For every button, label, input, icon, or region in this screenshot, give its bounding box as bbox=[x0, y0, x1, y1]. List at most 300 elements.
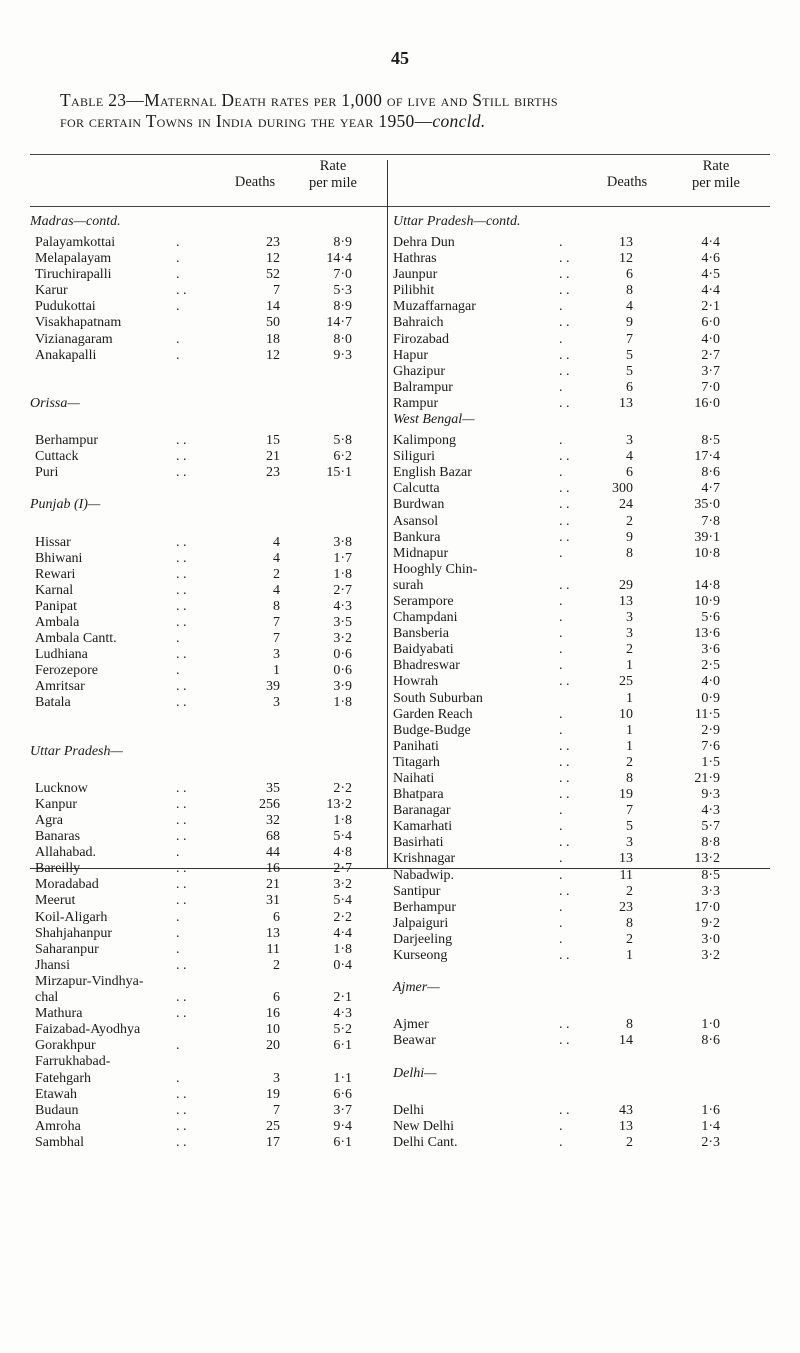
leader-dots: . . bbox=[176, 877, 187, 893]
town-name: Allahabad. bbox=[35, 845, 97, 861]
town-name: Budge-Budge bbox=[393, 722, 471, 738]
table-row bbox=[393, 851, 773, 867]
table-row bbox=[393, 332, 773, 348]
section-heading bbox=[393, 1066, 773, 1087]
rate-value: 5·7 bbox=[701, 819, 720, 835]
leader-dots: . . bbox=[559, 883, 570, 899]
town-name: Kalimpong bbox=[393, 433, 456, 449]
section-heading bbox=[30, 497, 380, 518]
town-name: Howrah bbox=[393, 674, 439, 690]
leader-dots: . bbox=[176, 909, 180, 925]
deaths-value: 43 bbox=[619, 1102, 633, 1118]
table-row bbox=[393, 755, 773, 771]
rate-value: 3·2 bbox=[333, 631, 352, 647]
town-name: Kurseong bbox=[393, 948, 448, 964]
spacer-row bbox=[30, 765, 380, 781]
leader-dots: . . bbox=[176, 566, 187, 582]
leader-dots: . . bbox=[176, 861, 187, 877]
deaths-value: 16 bbox=[266, 861, 280, 877]
leader-dots: . . bbox=[559, 1017, 570, 1033]
table-row bbox=[30, 958, 380, 974]
town-name: Jalpaiguri bbox=[393, 915, 449, 931]
leader-dots: . bbox=[176, 631, 180, 647]
town-name: Garden Reach bbox=[393, 706, 473, 722]
spacer-row bbox=[30, 712, 380, 728]
column-divider bbox=[387, 160, 388, 869]
town-name: Bhatpara bbox=[393, 787, 444, 803]
rate-value: 7·6 bbox=[701, 738, 720, 754]
rate-value: 13·6 bbox=[694, 626, 720, 642]
table-row bbox=[393, 707, 773, 723]
table-row bbox=[30, 299, 380, 315]
leader-dots: . bbox=[559, 931, 563, 947]
table-row bbox=[393, 251, 773, 267]
leader-dots: . bbox=[559, 642, 563, 658]
table-row bbox=[30, 781, 380, 797]
town-name: Hissar bbox=[35, 534, 71, 550]
spacer-row bbox=[30, 481, 380, 497]
town-name: Shahjahanpur bbox=[35, 925, 112, 941]
table-row bbox=[30, 1087, 380, 1103]
table-row bbox=[30, 893, 380, 909]
leader-dots: . . bbox=[176, 893, 187, 909]
town-name: Baranagar bbox=[393, 803, 451, 819]
leader-dots: . bbox=[559, 1134, 563, 1150]
right-column bbox=[393, 214, 773, 1151]
spacer-row bbox=[30, 728, 380, 744]
section-label: Uttar Pradesh—contd. bbox=[393, 214, 521, 229]
rate-value: 1·7 bbox=[333, 550, 352, 566]
town-name: Palayamkottai bbox=[35, 235, 116, 250]
leader-dots: . . bbox=[559, 1033, 570, 1049]
town-name: Bahraich bbox=[393, 315, 444, 331]
deaths-value: 25 bbox=[619, 674, 633, 690]
rate-value: 4·4 bbox=[333, 925, 352, 941]
rate-value: 7·0 bbox=[701, 379, 720, 395]
table-row bbox=[393, 1103, 773, 1119]
table-row bbox=[30, 877, 380, 893]
town-name: chal bbox=[35, 990, 59, 1006]
leader-dots: . bbox=[176, 235, 180, 250]
table-row bbox=[393, 626, 773, 642]
table-row bbox=[393, 642, 773, 658]
deaths-value: 68 bbox=[266, 829, 280, 845]
rate-value: 4·3 bbox=[701, 803, 720, 819]
table-row bbox=[393, 932, 773, 948]
table-row bbox=[393, 1135, 773, 1151]
deaths-value: 3 bbox=[273, 647, 280, 663]
town-name: Gorakhpur bbox=[35, 1038, 96, 1054]
leader-dots: . bbox=[559, 722, 563, 738]
rate-value: 9·4 bbox=[333, 1118, 352, 1134]
leader-dots: . bbox=[559, 610, 563, 626]
table-row bbox=[393, 1017, 773, 1033]
town-name: Firozabad bbox=[393, 331, 449, 347]
leader-dots: . . bbox=[559, 315, 570, 331]
town-name: Faizabad-Ayodhya bbox=[35, 1022, 141, 1038]
town-name: Ajmer bbox=[393, 1017, 429, 1033]
town-name: Karur bbox=[35, 283, 68, 299]
table-row bbox=[30, 861, 380, 877]
rate-value: 39·1 bbox=[694, 529, 720, 545]
table-row bbox=[30, 663, 380, 679]
town-name: Amroha bbox=[35, 1118, 81, 1134]
table-row bbox=[30, 942, 380, 958]
deaths-value: 2 bbox=[626, 513, 633, 529]
right-deaths-header: Deaths bbox=[606, 174, 648, 190]
rate-value: 2·7 bbox=[333, 582, 352, 598]
leader-dots: . bbox=[176, 925, 180, 941]
leader-dots: . bbox=[559, 706, 563, 722]
town-name: Bansberia bbox=[393, 626, 449, 642]
table-row bbox=[30, 1135, 380, 1151]
deaths-value: 23 bbox=[266, 235, 280, 250]
rate-value: 2·2 bbox=[333, 780, 352, 796]
deaths-value: 3 bbox=[626, 835, 633, 851]
deaths-value: 1 bbox=[626, 658, 633, 674]
deaths-value: 21 bbox=[266, 449, 280, 465]
spacer-row bbox=[30, 417, 380, 433]
rate-value: 13·2 bbox=[694, 851, 720, 867]
rate-value: 13·2 bbox=[326, 796, 352, 812]
rate-value: 8·5 bbox=[701, 867, 720, 883]
town-name: Siliguri bbox=[393, 449, 436, 465]
leader-dots: . . bbox=[559, 771, 570, 786]
deaths-value: 18 bbox=[266, 331, 280, 347]
rate-value: 0·9 bbox=[701, 690, 720, 706]
leader-dots: . . bbox=[559, 835, 570, 851]
table-row bbox=[393, 594, 773, 610]
leader-dots: . bbox=[559, 803, 563, 819]
deaths-value: 3 bbox=[273, 695, 280, 711]
rate-value: 5·4 bbox=[333, 893, 352, 909]
table-row bbox=[393, 562, 773, 578]
rate-value: 6·0 bbox=[701, 315, 720, 331]
rate-value: 8·9 bbox=[333, 299, 352, 315]
town-name: Mathura bbox=[35, 1006, 83, 1022]
leader-dots: . bbox=[176, 251, 180, 267]
deaths-value: 23 bbox=[619, 899, 633, 915]
leader-dots: . . bbox=[559, 787, 570, 803]
deaths-value: 14 bbox=[619, 1033, 633, 1049]
rate-value: 8·9 bbox=[333, 235, 352, 250]
deaths-value: 2 bbox=[626, 931, 633, 947]
deaths-value: 8 bbox=[626, 283, 633, 299]
table-row bbox=[393, 433, 773, 449]
leader-dots: . . bbox=[176, 796, 187, 812]
rate-value: 17·0 bbox=[694, 899, 720, 915]
rate-value: 10·8 bbox=[694, 545, 720, 561]
deaths-value: 21 bbox=[266, 877, 280, 893]
town-name: Burdwan bbox=[393, 497, 445, 513]
leader-dots: . bbox=[559, 626, 563, 642]
table-row bbox=[393, 819, 773, 835]
leader-dots: . bbox=[176, 1070, 180, 1086]
rate-value: 6·2 bbox=[333, 449, 352, 465]
town-name: Serampore bbox=[393, 593, 454, 609]
leader-dots: . . bbox=[559, 395, 570, 411]
deaths-value: 16 bbox=[266, 1006, 280, 1022]
deaths-value: 8 bbox=[273, 598, 280, 614]
deaths-value: 13 bbox=[619, 851, 633, 867]
rate-value: 6·6 bbox=[333, 1086, 352, 1102]
deaths-value: 24 bbox=[619, 497, 633, 513]
town-name: Puri bbox=[35, 465, 59, 481]
table-row bbox=[393, 364, 773, 380]
section-label: Delhi— bbox=[393, 1065, 437, 1081]
rate-value: 3·7 bbox=[333, 1102, 352, 1118]
table-row bbox=[30, 465, 380, 481]
rate-value: 2·7 bbox=[701, 347, 720, 363]
deaths-value: 52 bbox=[266, 267, 280, 283]
table-row bbox=[30, 695, 380, 711]
spacer-row bbox=[30, 518, 380, 534]
rate-value: 9·3 bbox=[701, 787, 720, 803]
left-rate-header bbox=[298, 158, 368, 192]
town-name: Delhi Cant. bbox=[393, 1134, 458, 1150]
deaths-value: 14 bbox=[266, 299, 280, 315]
spacer-row bbox=[393, 1001, 773, 1017]
leader-dots: . . bbox=[176, 695, 187, 711]
town-name: Kanpur bbox=[35, 796, 77, 812]
rate-value: 3·2 bbox=[701, 948, 720, 964]
town-name: Rewari bbox=[35, 566, 76, 582]
town-name: Berhampur bbox=[393, 899, 456, 915]
table-row bbox=[393, 868, 773, 884]
deaths-value: 9 bbox=[626, 315, 633, 331]
leader-dots: . bbox=[559, 1118, 563, 1134]
table-row bbox=[393, 1033, 773, 1049]
town-name: Ambala Cantt. bbox=[35, 631, 117, 647]
table-row bbox=[30, 551, 380, 567]
rate-value: 2·1 bbox=[701, 299, 720, 315]
town-name: Krishnagar bbox=[393, 851, 456, 867]
table-row bbox=[393, 835, 773, 851]
town-name: Moradabad bbox=[35, 877, 99, 893]
deaths-value: 4 bbox=[273, 534, 280, 550]
deaths-value: 32 bbox=[266, 813, 280, 828]
section-heading bbox=[30, 214, 380, 235]
rate-value: 2·9 bbox=[701, 722, 720, 738]
table-row bbox=[30, 535, 380, 551]
rate-value: 6·1 bbox=[333, 1134, 352, 1150]
town-name: Delhi bbox=[393, 1102, 425, 1118]
rate-value: 3·3 bbox=[701, 883, 720, 899]
table-row bbox=[30, 1103, 380, 1119]
leader-dots: . . bbox=[559, 754, 570, 770]
deaths-value: 15 bbox=[266, 433, 280, 449]
deaths-value: 11 bbox=[619, 867, 633, 883]
rate-value: 2·5 bbox=[701, 658, 720, 674]
deaths-value: 50 bbox=[266, 315, 280, 331]
town-name: Asansol bbox=[393, 513, 439, 529]
deaths-value: 12 bbox=[266, 251, 280, 267]
table-row bbox=[30, 433, 380, 449]
leader-dots: . bbox=[559, 545, 563, 561]
leader-dots: . bbox=[559, 851, 563, 867]
table-row bbox=[30, 615, 380, 631]
section-heading bbox=[393, 980, 773, 1001]
spacer-row bbox=[30, 380, 380, 396]
rate-value: 0·6 bbox=[333, 647, 352, 663]
deaths-value: 6 bbox=[626, 379, 633, 395]
rate-value: 21·9 bbox=[694, 771, 720, 786]
leader-dots: . bbox=[176, 1038, 180, 1054]
deaths-value: 3 bbox=[273, 1070, 280, 1086]
table-row bbox=[393, 723, 773, 739]
town-name: Bhiwani bbox=[35, 550, 83, 566]
rate-value: 6·1 bbox=[333, 1038, 352, 1054]
deaths-value: 35 bbox=[266, 780, 280, 796]
table-row bbox=[393, 481, 773, 497]
leader-dots: . bbox=[176, 663, 180, 679]
leader-dots: . bbox=[559, 465, 563, 481]
leader-dots: . bbox=[559, 379, 563, 395]
table-row bbox=[393, 514, 773, 530]
table-row bbox=[30, 910, 380, 926]
town-name: Panihati bbox=[393, 738, 439, 754]
leader-dots: . bbox=[559, 433, 563, 449]
section-label: West Bengal— bbox=[393, 412, 475, 428]
rate-value: 4·0 bbox=[701, 674, 720, 690]
deaths-value: 19 bbox=[619, 787, 633, 803]
deaths-value: 5 bbox=[626, 347, 633, 363]
table-row bbox=[30, 235, 380, 251]
table-row bbox=[393, 803, 773, 819]
deaths-value: 3 bbox=[626, 433, 633, 449]
town-name: Muzaffarnagar bbox=[393, 299, 476, 315]
rate-value: 11·5 bbox=[694, 706, 720, 722]
town-name: New Delhi bbox=[393, 1118, 455, 1134]
rate-value: 4·0 bbox=[701, 331, 720, 347]
deaths-value: 44 bbox=[266, 845, 280, 861]
rate-value: 14·8 bbox=[694, 577, 720, 593]
rate-value: 7·8 bbox=[701, 513, 720, 529]
leader-dots: . . bbox=[559, 347, 570, 363]
leader-dots: . bbox=[559, 331, 563, 347]
leader-dots: . . bbox=[176, 957, 187, 973]
leader-dots: . bbox=[559, 658, 563, 674]
town-name: South Suburban bbox=[393, 690, 483, 706]
right-rate-header bbox=[676, 158, 756, 192]
table-row bbox=[30, 926, 380, 942]
leader-dots: . . bbox=[559, 1102, 570, 1118]
town-name: Agra bbox=[35, 813, 63, 828]
deaths-value: 4 bbox=[273, 582, 280, 598]
town-name: Lucknow bbox=[35, 780, 88, 796]
rate-value: 5·4 bbox=[333, 829, 352, 845]
deaths-value: 7 bbox=[273, 1102, 280, 1118]
rate-value: 1·1 bbox=[333, 1070, 352, 1086]
table-row bbox=[393, 380, 773, 396]
deaths-value: 2 bbox=[273, 566, 280, 582]
town-name: Mirzapur-Vindhya- bbox=[35, 973, 144, 989]
leader-dots: . . bbox=[176, 1086, 187, 1102]
rate-value: 1·8 bbox=[333, 566, 352, 582]
table-row bbox=[393, 739, 773, 755]
deaths-value: 9 bbox=[626, 529, 633, 545]
table-row bbox=[30, 813, 380, 829]
rate-value: 5·2 bbox=[333, 1022, 352, 1038]
table-row bbox=[393, 449, 773, 465]
deaths-value: 3 bbox=[626, 626, 633, 642]
table-row bbox=[393, 610, 773, 626]
table-row bbox=[393, 787, 773, 803]
rate-value: 15·1 bbox=[326, 465, 352, 481]
deaths-value: 13 bbox=[619, 235, 633, 250]
spacer-row bbox=[393, 964, 773, 980]
town-name: Ferozepore bbox=[35, 663, 98, 679]
table-row bbox=[30, 1054, 380, 1070]
header-rule bbox=[30, 206, 770, 207]
leader-dots: . . bbox=[559, 267, 570, 283]
town-name: Banaras bbox=[35, 829, 81, 845]
rate-value: 2·1 bbox=[333, 990, 352, 1006]
town-name: Basirhati bbox=[393, 835, 444, 851]
town-name: Saharanpur bbox=[35, 941, 99, 957]
leader-dots: . . bbox=[176, 990, 187, 1006]
leader-dots: . . bbox=[176, 550, 187, 566]
table-row bbox=[393, 235, 773, 251]
town-name: Cuttack bbox=[35, 449, 79, 465]
town-name: Bareilly bbox=[35, 861, 81, 877]
table-row bbox=[30, 599, 380, 615]
town-name: Jhansi bbox=[35, 957, 70, 973]
deaths-value: 17 bbox=[266, 1134, 280, 1150]
deaths-value: 4 bbox=[626, 449, 633, 465]
title-line-2-main: for certain Towns in India during the year 1950— bbox=[60, 111, 433, 131]
deaths-value: 8 bbox=[626, 915, 633, 931]
table-row bbox=[30, 829, 380, 845]
table-row bbox=[30, 845, 380, 861]
deaths-value: 1 bbox=[626, 948, 633, 964]
deaths-value: 7 bbox=[273, 614, 280, 630]
town-name: Baidyabati bbox=[393, 642, 454, 658]
deaths-value: 13 bbox=[619, 1118, 633, 1134]
table-row bbox=[393, 267, 773, 283]
table-row bbox=[393, 465, 773, 481]
table-row bbox=[393, 530, 773, 546]
rate-value: 8·5 bbox=[701, 433, 720, 449]
leader-dots: . . bbox=[176, 614, 187, 630]
table-row bbox=[30, 283, 380, 299]
deaths-value: 8 bbox=[626, 1017, 633, 1033]
table-row bbox=[30, 1071, 380, 1087]
table-row bbox=[30, 1022, 380, 1038]
table-row bbox=[30, 449, 380, 465]
leader-dots: . . bbox=[176, 449, 187, 465]
town-name: Ghazipur bbox=[393, 363, 446, 379]
rate-value: 2·7 bbox=[333, 861, 352, 877]
deaths-value: 3 bbox=[626, 610, 633, 626]
deaths-value: 10 bbox=[619, 706, 633, 722]
leader-dots: . bbox=[559, 299, 563, 315]
deaths-value: 1 bbox=[626, 738, 633, 754]
deaths-value: 31 bbox=[266, 893, 280, 909]
leader-dots: . . bbox=[176, 679, 187, 695]
town-name: Koil-Aligarh bbox=[35, 909, 108, 925]
town-name: Bhadreswar bbox=[393, 658, 460, 674]
section-heading bbox=[393, 412, 773, 433]
town-name: Rampur bbox=[393, 395, 439, 411]
table-row bbox=[393, 315, 773, 331]
town-name: Jaunpur bbox=[393, 267, 438, 283]
town-name: Champdani bbox=[393, 610, 458, 626]
table-row bbox=[30, 567, 380, 583]
rate-value: 5·6 bbox=[701, 610, 720, 626]
rate-value: 1·4 bbox=[701, 1118, 720, 1134]
town-name: Budaun bbox=[35, 1102, 79, 1118]
